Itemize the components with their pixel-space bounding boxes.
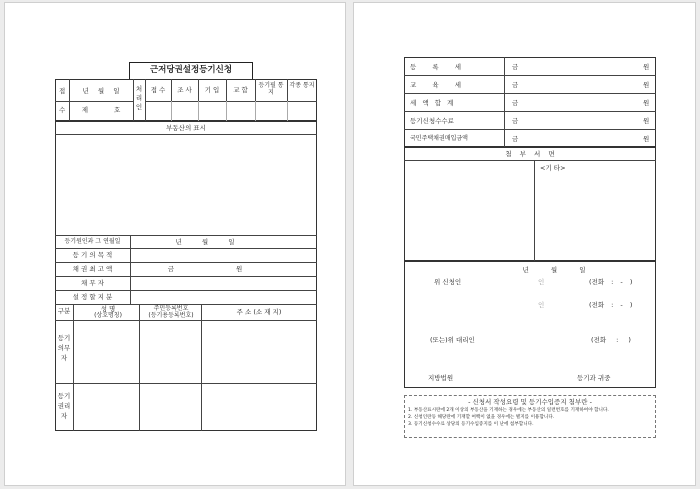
header-reception: 접 수 bbox=[150, 86, 166, 94]
form-title: 근저당권설정등기신청 bbox=[129, 62, 253, 80]
applicant-phone-1: (전화 : - ) bbox=[589, 278, 633, 286]
row-purpose-label: 등 기 의 목 적 bbox=[72, 251, 113, 259]
fee-prefix: 금 bbox=[512, 63, 519, 71]
applicant-label: 위 신청인 bbox=[434, 278, 462, 286]
reception-date-label: 년 월 일 bbox=[82, 87, 120, 95]
party-address-header: 주 소 (소 재 지) bbox=[236, 308, 282, 316]
fee-label-total: 세 액 합 계 bbox=[410, 99, 454, 107]
obligee-label: 등기권리자 bbox=[57, 392, 71, 420]
row-max-amount-value: 금 원 bbox=[167, 265, 243, 273]
instruction-3: 3. 등기신청수수료 상당의 등기수입증지를 이 난에 첨부합니다. bbox=[408, 422, 534, 427]
left-form-page bbox=[4, 2, 346, 486]
right-form-page bbox=[353, 2, 696, 486]
instruction-1: 1. 부동산표시란에 2개 이상의 부동산을 기재하는 경우에는 부동산의 일련번호를 기재하여야 합니다. bbox=[408, 408, 609, 413]
attachments-header: 첨 부 서 면 bbox=[505, 150, 555, 158]
fee-label-education: 교 육 세 bbox=[410, 81, 461, 89]
attachments-box bbox=[404, 147, 656, 261]
row-max-amount-label: 채 권 최 고 액 bbox=[72, 265, 113, 273]
fee-suffix: 원 bbox=[643, 117, 650, 125]
registry-office: 등기과 귀중 bbox=[577, 374, 611, 382]
fee-prefix: 금 bbox=[512, 81, 519, 89]
party-gubun-header: 구분 bbox=[57, 307, 71, 315]
fee-label-bond: 국민주택채권매입금액 bbox=[410, 135, 468, 142]
other-label: <기 타> bbox=[540, 164, 566, 172]
fee-prefix: 금 bbox=[512, 99, 519, 107]
fee-prefix: 금 bbox=[512, 117, 519, 125]
applicant-phone-2: (전화 : - ) bbox=[589, 301, 633, 309]
fee-label-application: 등기신청수수료 bbox=[410, 117, 454, 125]
party-regno-subheader: (등기용등록번호) bbox=[148, 312, 194, 319]
fee-suffix: 원 bbox=[643, 99, 650, 107]
district-court: 지방법원 bbox=[428, 374, 454, 382]
row-share-label: 설 정 할 지 분 bbox=[72, 293, 113, 301]
reception-label-bottom: 수 bbox=[59, 106, 66, 114]
header-various-notices: 각종 통지 bbox=[289, 82, 315, 89]
row-debtor-label: 채 무 자 bbox=[81, 279, 104, 287]
seal-mark-1: 인 bbox=[538, 278, 545, 286]
fee-suffix: 원 bbox=[643, 63, 650, 71]
seal-mark-2: 인 bbox=[538, 301, 545, 309]
party-name-header: 성 명 bbox=[100, 305, 116, 313]
agent-label: (또는)위 대리인 bbox=[430, 336, 475, 344]
processor-label: 처리인 bbox=[135, 85, 143, 111]
application-date: 년 월 일 bbox=[522, 266, 586, 274]
header-inspection: 조 사 bbox=[177, 86, 192, 94]
header-entry: 기 입 bbox=[204, 86, 220, 94]
header-completion-notice: 등기필 통 지 bbox=[258, 82, 284, 96]
fee-prefix: 금 bbox=[512, 135, 519, 143]
row-cause-value: 년 월 일 bbox=[175, 238, 235, 246]
instructions-title: - 신청서 작성요령 및 등기수입증지 첨부란 - bbox=[468, 398, 592, 406]
header-check: 교 합 bbox=[233, 86, 248, 94]
fee-label-registration: 등 록 세 bbox=[410, 63, 461, 71]
reception-number-label: 제 호 bbox=[81, 106, 121, 114]
instruction-2: 2. 신청인란등 해당란에 기재할 여백이 없을 경우에는 별지를 이용합니다. bbox=[408, 415, 555, 420]
fee-suffix: 원 bbox=[643, 81, 650, 89]
obligor-label: 등기의무자 bbox=[57, 334, 71, 362]
agent-phone: (전화 : ) bbox=[591, 336, 631, 344]
party-name-subheader: (상호명칭) bbox=[94, 312, 122, 319]
reception-label-top: 접 bbox=[59, 87, 66, 95]
fee-suffix: 원 bbox=[643, 135, 650, 143]
row-cause-label: 등기원인과 그 연월일 bbox=[64, 238, 121, 245]
party-regno-header: 주민등록번호 bbox=[153, 305, 189, 312]
property-header: 부동산의 표시 bbox=[166, 124, 206, 132]
